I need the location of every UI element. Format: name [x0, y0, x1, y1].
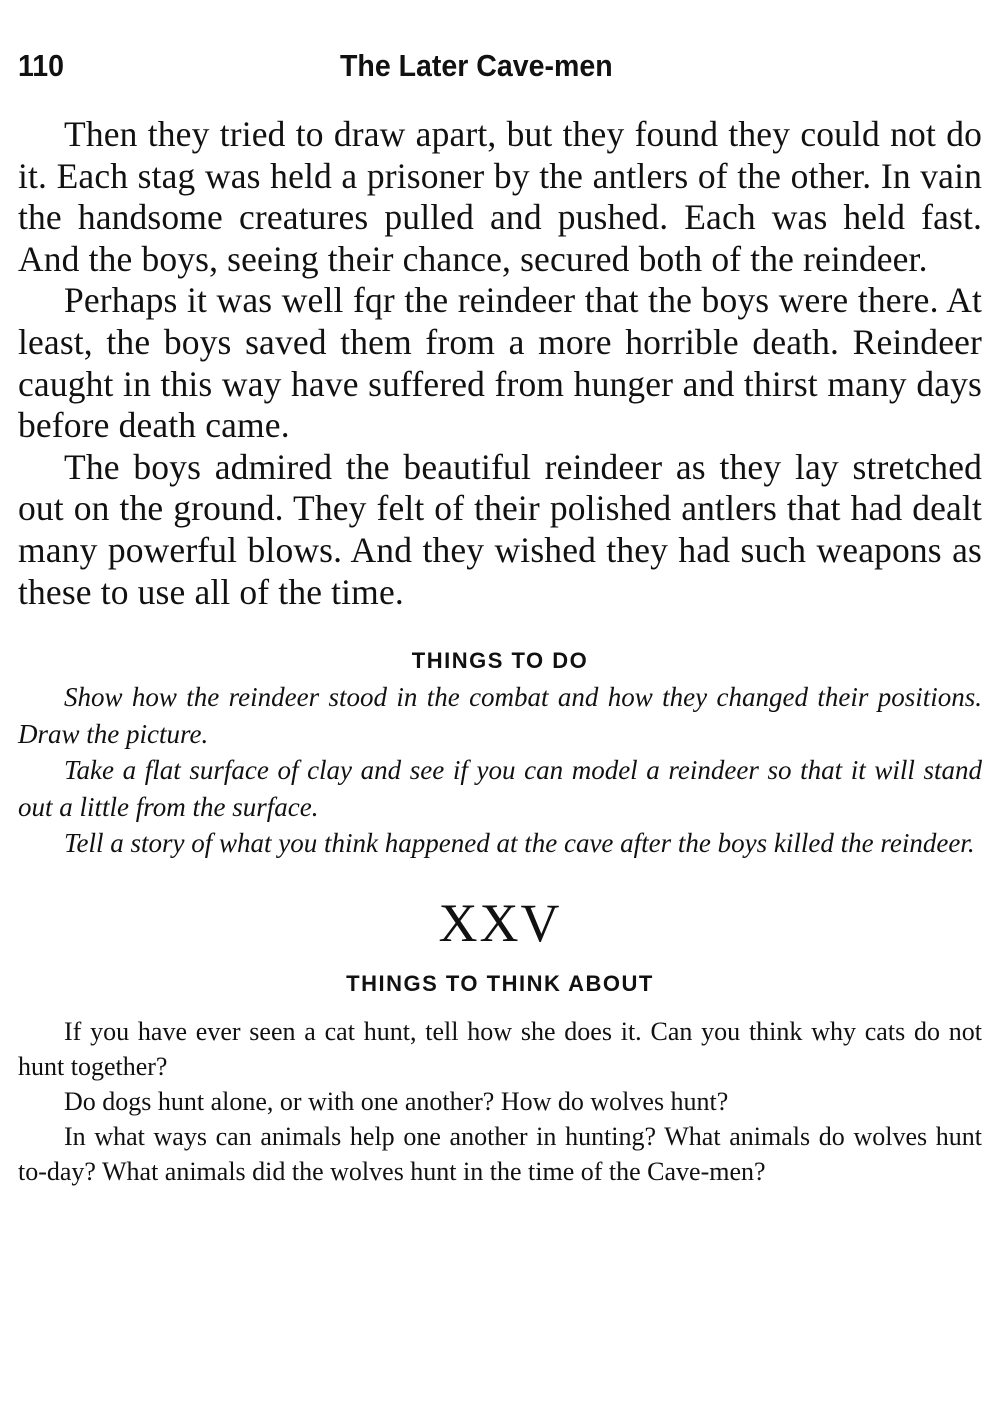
running-title: The Later Cave-men — [340, 48, 613, 83]
body-paragraph: The boys admired the beautiful reindeer as they lay stretched out on the ground. They felt of their polished antlers that had dealt many powerful blows. And they wished they had such weapons as these to use all of the time. — [18, 446, 982, 612]
page-number: 110 — [18, 48, 65, 83]
running-head — [18, 40, 905, 92]
things-to-think-about-heading: THINGS TO THINK ABOUT — [346, 970, 654, 996]
chapter-number: XXV — [438, 892, 562, 953]
things-to-do-list — [18, 679, 982, 862]
body-paragraph: Perhaps it was well fqr the reindeer that the boys were there. At least, the boys saved them from a more horrible death. Reindeer caught in this way have suffered from hunger and thirst many days before death came. — [18, 280, 982, 446]
things-to-do-item: Tell a story of what you think happened at the cave after the boys killed the reindeer. — [64, 828, 975, 859]
book-page — [18, 40, 982, 1189]
body-text — [18, 114, 982, 613]
body-paragraph: Then they tried to draw apart, but they found they could not do it. Each stag was held a prisoner by the antlers of the other. In vain the handsome creatures pulled and pushed. Each was held fast. And the boys, seeing their chance, secured both of the reindeer. — [18, 114, 982, 279]
things-to-do-item: Show how the reindeer stood in the combat and how they changed their positions. Draw the picture. — [18, 682, 982, 749]
things-to-think-about-list — [18, 1014, 982, 1189]
things-to-do-item: Take a flat surface of clay and see if you can model a reindeer so that it will stand out a little from the surface. — [18, 755, 982, 822]
think-about-item: If you have ever seen a cat hunt, tell how she does it. Can you think why cats do not hunt together? — [18, 1016, 982, 1081]
think-about-item: Do dogs hunt alone, or with one another? How do wolves hunt? — [64, 1086, 729, 1116]
things-to-do-heading: THINGS TO DO — [411, 648, 589, 674]
think-about-item: In what ways can animals help one another in hunting? What animals do wolves hunt to-day? What animals did the wolves hunt in the time of the Cave-men? — [18, 1121, 982, 1186]
